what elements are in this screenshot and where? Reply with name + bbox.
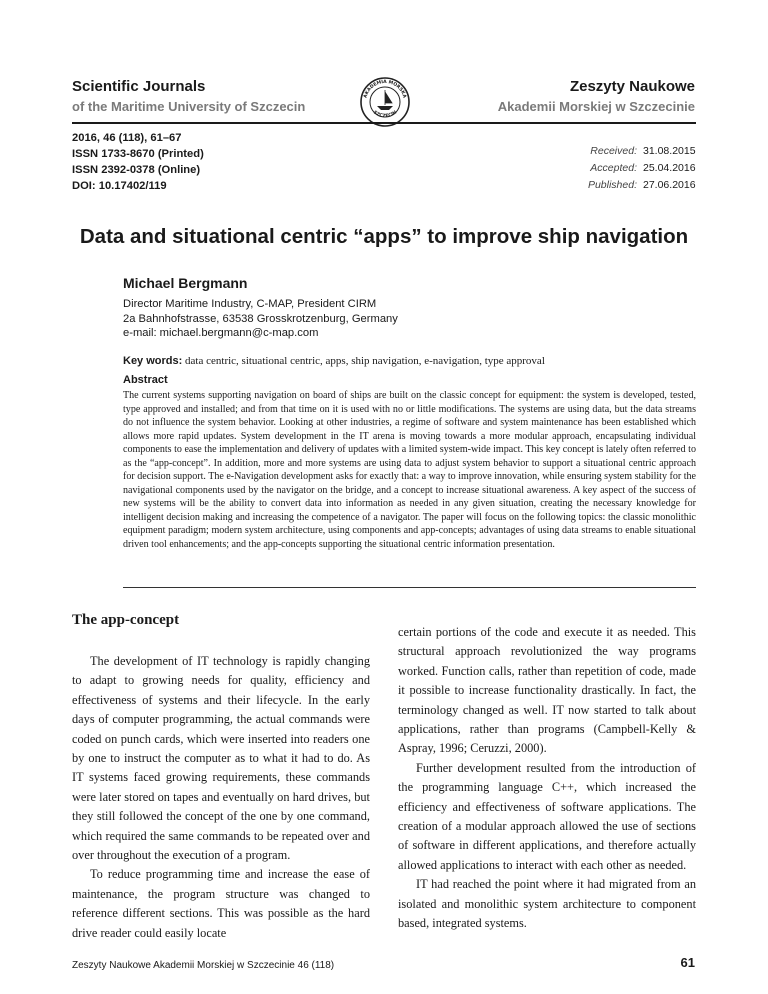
affiliation-line: Director Maritime Industry, C-MAP, President CIRM xyxy=(123,298,377,310)
paragraph: IT had reached the point where it had migrated from an isolated and monolithic system architecture to component based, integrated systems. xyxy=(398,877,696,931)
author-name: Michael Bergmann xyxy=(123,275,248,291)
abstract-heading: Abstract xyxy=(123,374,168,386)
page-number: 61 xyxy=(680,955,695,970)
publication-dates xyxy=(575,143,695,194)
publication-meta xyxy=(72,130,204,194)
paragraph: certain portions of the code and execute it as needed. This structural approach revolutionized the way programs worked. Function calls, rather than repetition of code, made it possible to increase functionality drastically. In fact, the terminology changed as well. IT now started to talk about applications, rather than programs (Campbell-Kelly & Aspray, 1996; Ceruzzi, 2000). xyxy=(398,625,696,756)
journal-title-pl: Zeszyty Naukowe xyxy=(569,78,695,95)
section-heading: The app-concept xyxy=(72,612,180,628)
header-rule xyxy=(72,122,696,124)
abstract-text: The current systems supporting navigation on board of ships are built on the classic concept for equipment: the system is developed, tested, type approved and installed; and from that time on it is used with no or little modifications. The systems are using data, but the data streams do not influence the system behavior. Looking at other industries, a regime of software and system maintenance has been established which allows more rapid updates. System development in the IT arena is moving towards a more modular approach, encapsulating individual components to ease the implementation and delivery of updates with a limited system-wide impact. This key concept is lately often referred to as the “app-concept”. In addition, more and more systems are using data to adjust system behavior to support a situational centric approach for decision support. The e-Navigation development asks for exactly that: a way to improve innovation, while ensuring system stability for the navigational components used by the navigator on the bridge, and a concept to increase situational awareness. A key aspect of the success of new systems will be the ability to convert data into information as needed in any given situation, creating the necessary knowledge for intelligent decision making and increasing the competence of a navigator. The paper will focus on the following topics: the classic monolithic equipment paradigm; modern system architecture, using components and app-concepts; advantages of using data streams to enable situational driven tool enhancements; and the app-concepts supporting the situational centric information presentation. xyxy=(123,390,696,551)
paragraph: To reduce programming time and increase the ease of maintenance, the program structure was changed to reference different sections. This was possible as the hard drive reader could easily locate xyxy=(72,867,370,940)
volume-info: 2016, 46 (118), 61–67 xyxy=(72,132,182,144)
doi: DOI: 10.17402/119 xyxy=(72,180,167,192)
journal-title-en: Scientific Journals xyxy=(72,78,206,95)
journal-subtitle-en: of the Maritime University of Szczecin xyxy=(72,99,306,114)
paragraph: Further development resulted from the introduction of the programming language C++, which increased the efficiency and effectiveness of software applications. The creation of a modular approach allowed the use of sections of software in different applications, and therefore actually allowed applications to interact with each other as needed. xyxy=(398,760,696,872)
university-seal-logo xyxy=(359,76,411,128)
article-title: Data and situational centric “apps” to improve ship navigation xyxy=(79,225,689,248)
abstract-rule xyxy=(123,587,696,588)
footer-journal: Zeszyty Naukowe Akademii Morskiej w Szczecinie 46 (118) xyxy=(72,960,335,971)
date-received: Received: 31.08.2015 xyxy=(590,145,696,157)
date-published: Published: 27.06.2016 xyxy=(587,179,696,191)
author-affiliation xyxy=(123,297,398,341)
journal-subtitle-pl: Akademii Morskiej w Szczecinie xyxy=(497,99,695,114)
date-accepted: Accepted: 25.04.2016 xyxy=(590,162,696,174)
keywords xyxy=(123,355,696,367)
keywords-list: data centric, situational centric, apps, ship navigation, e-navigation, type approval xyxy=(185,355,545,367)
svg-text:AKADEMIA MORSKA: AKADEMIA MORSKA xyxy=(363,79,407,99)
author-email: e-mail: michael.bergmann@c-map.com xyxy=(123,327,319,339)
keywords-label: Key words: xyxy=(123,355,183,367)
svg-text:SZCZECIN: SZCZECIN xyxy=(372,110,398,120)
issn-print: ISSN 1733-8670 (Printed) xyxy=(72,148,204,160)
body-column-left xyxy=(72,652,370,943)
issn-online: ISSN 2392-0378 (Online) xyxy=(72,164,201,176)
paragraph: The development of IT technology is rapidly changing to adapt to growing needs for quality, efficiency and effectiveness of systems and their lifecycle. In the early days of computer programming, the actual commands were coded on punch cards, which were inserted into readers one by one to instruct the computer as to what it had to do. As IT systems faced growing requirements, these commands were later stored on tapes and eventually on hard drives, but they still followed the concept of the one by one command, which required the same commands to be repeated over and over throughout the execution of a program. xyxy=(72,654,370,863)
affiliation-line: 2a Bahnhofstrasse, 63538 Grosskrotzenburg, Germany xyxy=(123,312,398,325)
body-column-right xyxy=(398,623,696,934)
